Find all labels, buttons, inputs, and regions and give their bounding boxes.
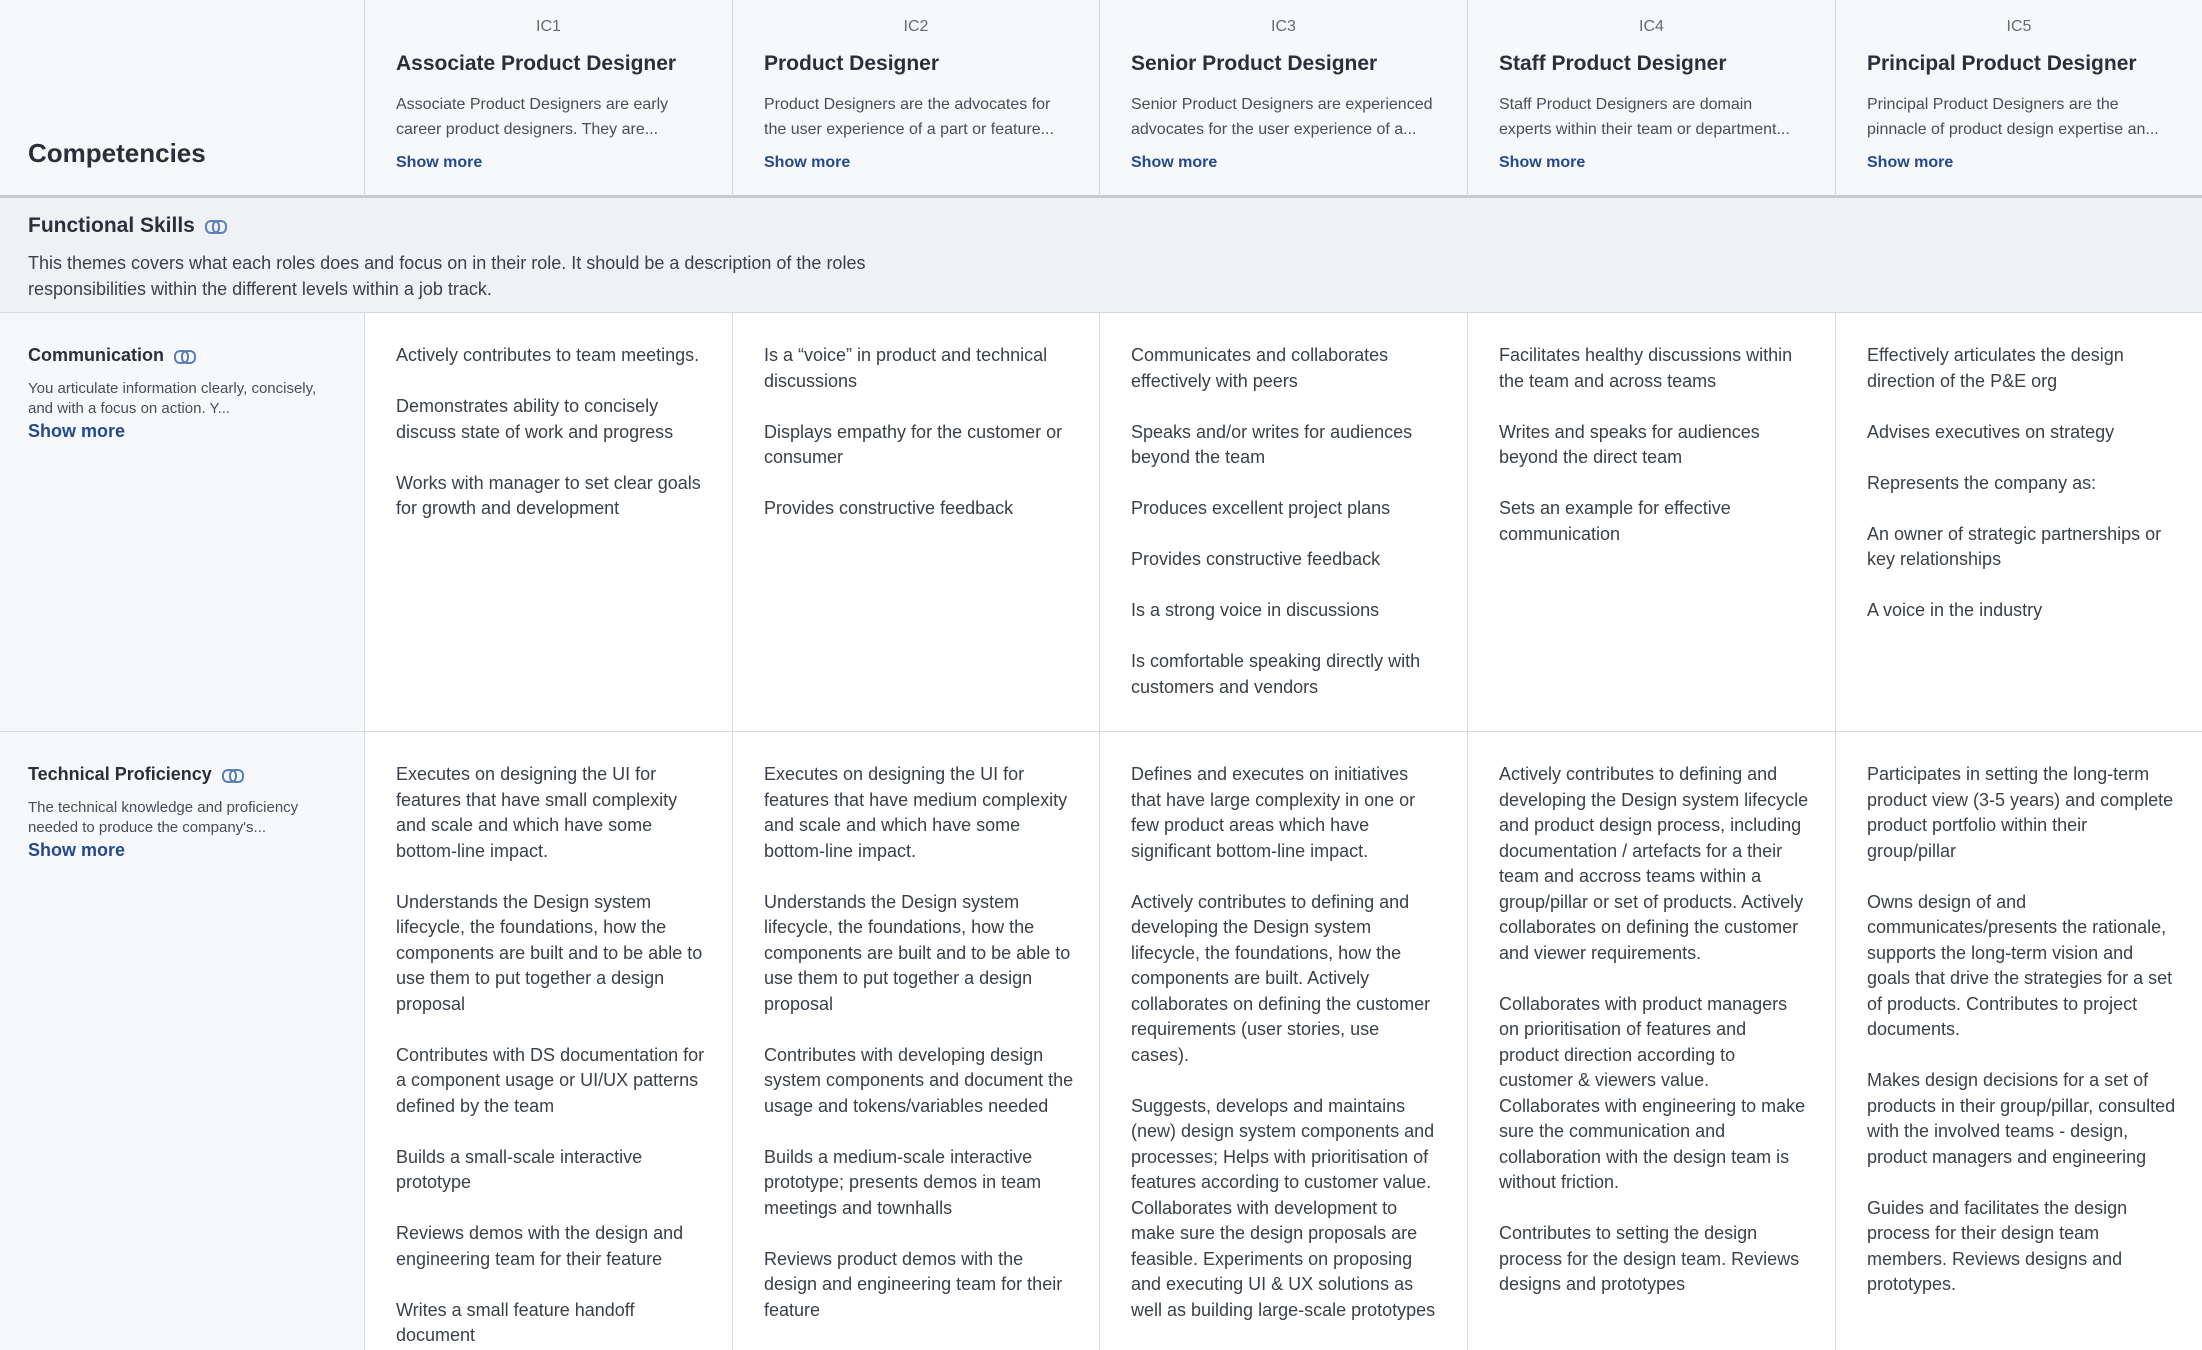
level-column-ic2 <box>732 0 1099 198</box>
behavior-item: Communicates and collaborates effectively with peers <box>1131 345 1389 391</box>
show-more-link[interactable]: Show more <box>396 154 483 171</box>
behavior-item: Guides and facilitates the design process for their design team members. Reviews designs and prototypes. <box>1867 1197 2128 1294</box>
show-more-link[interactable]: Show more <box>764 154 851 171</box>
role-description: Staff Product Designers are domain experts within their team or department... <box>1499 96 1790 138</box>
cell-communication-ic1 <box>364 313 732 732</box>
show-more-link[interactable]: Show more <box>28 421 126 441</box>
behavior-item: Displays empathy for the customer or consumer <box>764 421 1063 467</box>
competency-description: The technical knowledge and proficiency needed to produce the company's... <box>28 799 299 836</box>
show-more-link[interactable]: Show more <box>1867 154 1954 171</box>
competency-label-technical-proficiency <box>0 732 364 1350</box>
cell-communication-ic2 <box>732 313 1099 732</box>
behavior-item: Effectively articulates the design direction of the P&E org <box>1867 345 2124 391</box>
behavior-item: Contributes with DS documentation for a component usage or UI/UX patterns defined by the team <box>396 1044 705 1116</box>
link-icon[interactable] <box>174 350 194 362</box>
cell-technical-ic5 <box>1835 732 2202 1350</box>
competency-title-wrap <box>28 764 242 785</box>
behavior-item: Demonstrates ability to concisely discuss state of work and progress <box>396 396 674 442</box>
role-description: Senior Product Designers are experienced advocates for the user experience of a... <box>1131 96 1433 138</box>
behavior-item: Contributes to setting the design process for the design team. Reviews designs and prototypes <box>1499 1223 1800 1294</box>
behavior-item: Executes on designing the UI for features that have medium complexity and scale and which have some bottom-line impact. <box>764 764 1068 861</box>
behavior-item: Is a “voice” in product and technical discussions <box>764 345 1048 391</box>
behavior-item: Builds a small-scale interactive prototype <box>396 1146 643 1192</box>
behavior-item: Contributes with developing design system components and document the usage and tokens/variables needed <box>764 1044 1074 1116</box>
cell-communication-ic3 <box>1099 313 1467 732</box>
level-code: IC2 <box>903 18 929 35</box>
cell-communication-ic5 <box>1835 313 2202 732</box>
behavior-item: Owns design of and communicates/presents the rationale, supports the long-term vision and goals that drive the strategies for a set of products. Contributes to project documents. <box>1867 891 2173 1039</box>
level-column-ic3 <box>1099 0 1467 198</box>
cell-technical-ic3 <box>1099 732 1467 1350</box>
behavior-item: A voice in the industry <box>1867 600 2043 620</box>
behavior-item: Writes a small feature handoff document <box>396 1299 635 1345</box>
page-title: Competencies <box>28 138 206 168</box>
behavior-item: Sets an example for effective communication <box>1499 498 1731 544</box>
link-icon[interactable] <box>205 220 225 232</box>
cell-technical-ic4 <box>1467 732 1835 1350</box>
level-column-ic4 <box>1467 0 1835 198</box>
cell-communication-ic4 <box>1467 313 1835 732</box>
behavior-item: Represents the company as: <box>1867 472 2097 493</box>
section-description: This themes covers what each roles does and focus on in their role. It should be a description of the roles responsibilities within the different levels within a job track. <box>28 253 866 299</box>
role-title: Associate Product Designer <box>396 52 677 75</box>
role-title: Senior Product Designer <box>1131 52 1378 75</box>
show-more-link[interactable]: Show more <box>1499 154 1586 171</box>
level-column-ic1 <box>364 0 732 198</box>
role-title: Principal Product Designer <box>1867 52 2137 75</box>
behavior-item: Is comfortable speaking directly with customers and vendors <box>1131 651 1421 697</box>
behavior-item: Writes and speaks for audiences beyond the direct team <box>1499 421 1760 467</box>
show-more-link[interactable]: Show more <box>28 840 126 860</box>
competency-label-communication <box>0 313 364 732</box>
behavior-item: Provides constructive feedback <box>764 498 1014 518</box>
behavior-item: Facilitates healthy discussions within the team and across teams <box>1499 345 1793 391</box>
behavior-item: Reviews demos with the design and engineering team for their feature <box>396 1223 684 1269</box>
behavior-item: Makes design decisions for a set of products in their group/pillar, consulted with the involved teams - design, product managers and engineering <box>1867 1070 2176 1167</box>
section-title-wrap <box>28 214 225 238</box>
behavior-item: Executes on designing the UI for features that have small complexity and scale and which have some bottom-line impact. <box>396 764 678 861</box>
behavior-item: Works with manager to set clear goals for growth and development <box>396 472 701 518</box>
competency-description: You articulate information clearly, concisely, and with a focus on action. Y... <box>28 380 317 417</box>
behavior-item: Is a strong voice in discussions <box>1131 600 1380 620</box>
behavior-item: Reviews product demos with the design and engineering team for their feature <box>764 1248 1063 1320</box>
behavior-item: Advises executives on strategy <box>1867 421 2115 442</box>
competency-title: Technical Proficiency <box>28 764 212 784</box>
competency-title: Communication <box>28 345 165 365</box>
level-code: IC3 <box>1271 18 1296 35</box>
section-title: Functional Skills <box>28 214 195 237</box>
behavior-item: Suggests, develops and maintains (new) design system components and processes; Helps with prioritisation of features according to customer value. Collaborates with development to make sure the design proposals are feasible. Experiments on proposing and executing UI & UX solutions as well as building large-scale prototypes <box>1131 1095 1436 1320</box>
level-column-ic5 <box>1835 0 2202 198</box>
behavior-item: Builds a medium-scale interactive prototype; presents demos in team meetings and townhalls <box>764 1146 1042 1218</box>
behavior-item: Produces excellent project plans <box>1131 498 1391 518</box>
level-code: IC4 <box>1639 18 1664 35</box>
level-code: IC5 <box>2006 18 2032 35</box>
behavior-item: Actively contributes to defining and developing the Design system lifecycle, the foundations, how the components are built. Actively collaborates on defining the customer requirements (user stories, use cases). <box>1131 891 1431 1065</box>
behavior-item: Defines and executes on initiatives that have large complexity in one or few product areas which have significant bottom-line impact. <box>1131 764 1416 861</box>
cell-technical-ic1 <box>364 732 732 1350</box>
role-title: Staff Product Designer <box>1499 52 1727 75</box>
show-more-link[interactable]: Show more <box>1131 154 1218 171</box>
header-label-cell <box>0 0 364 198</box>
behavior-item: An owner of strategic partnerships or key relationships <box>1867 523 2162 569</box>
behavior-item: Participates in setting the long-term product view (3-5 years) and complete product portfolio within their group/pillar <box>1867 764 2174 861</box>
behavior-item: Understands the Design system lifecycle, the foundations, how the components are built and to be able to use them to put together a design proposal <box>396 891 703 1014</box>
behavior-item: Speaks and/or writes for audiences beyond the team <box>1131 421 1413 467</box>
role-title: Product Designer <box>764 52 940 75</box>
behavior-item: Collaborates with product managers on prioritisation of features and product direction according to customer & viewers value. Collaborates with engineering to make sure the communication and collaboration with the design team is without friction. <box>1499 993 1806 1192</box>
cell-technical-ic2 <box>732 732 1099 1350</box>
competency-title-wrap <box>28 345 194 366</box>
behavior-item: Provides constructive feedback <box>1131 549 1381 569</box>
link-icon[interactable] <box>222 769 242 781</box>
behavior-item: Understands the Design system lifecycle, the foundations, how the components are built and to be able to use them to put together a design proposal <box>764 891 1071 1014</box>
section-functional-skills <box>0 198 2202 313</box>
behavior-item: Actively contributes to defining and developing the Design system lifecycle and product design process, including documentation / artefacts for a their team and accross teams within a group/pillar or set of products. Actively collaborates on defining the customer and viewer requirements. <box>1499 764 1809 963</box>
level-code: IC1 <box>536 18 561 35</box>
behavior-item: Actively contributes to team meetings. <box>396 345 700 365</box>
role-description: Associate Product Designers are early career product designers. They are... <box>396 96 669 138</box>
role-description: Product Designers are the advocates for the user experience of a part or feature... <box>764 96 1054 138</box>
role-description: Principal Product Designers are the pinnacle of product design expertise an... <box>1867 96 2159 138</box>
